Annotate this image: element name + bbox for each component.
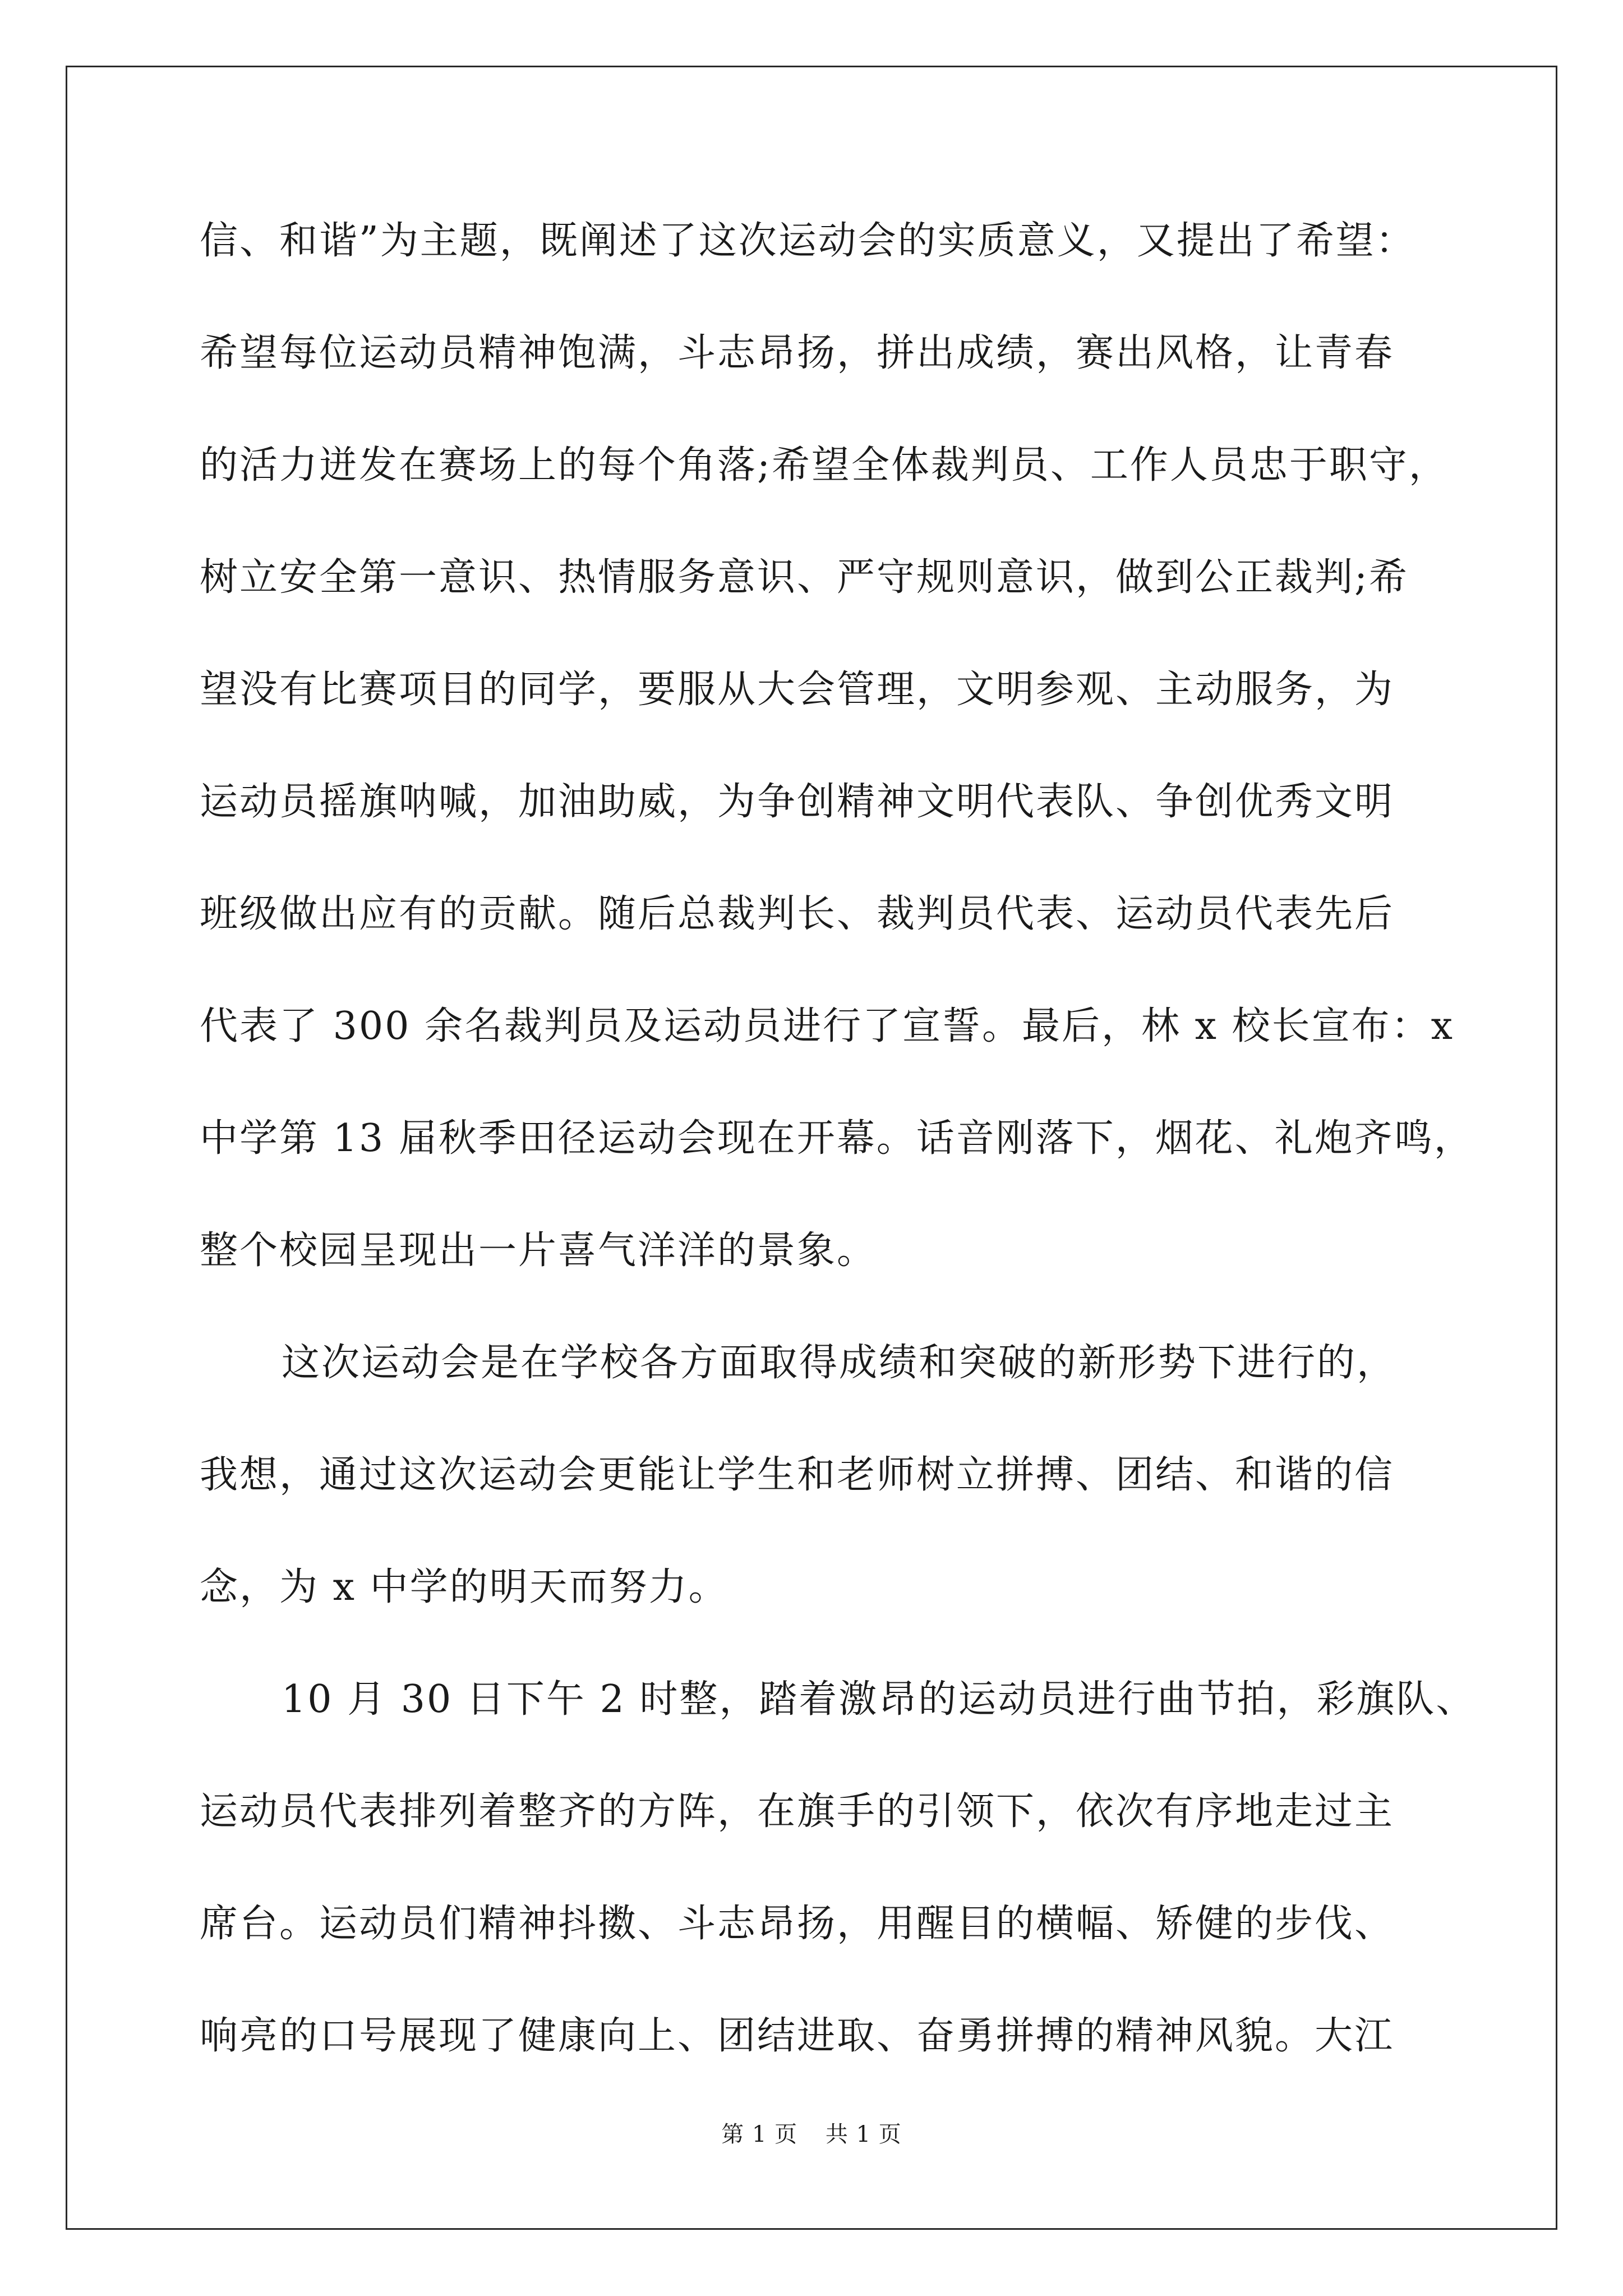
text-line: 我想，通过这次运动会更能让学生和老师树立拼搏、团结、和谐的信	[200, 1453, 1395, 1497]
paragraph-start-line: 10 月 30 日下午 2 时整，踏着激昂的运动员进行曲节拍，彩旗队、	[282, 1677, 1476, 1722]
page-total: 共 1 页	[825, 2122, 902, 2147]
text-line: 运动员摇旗呐喊，加油助威，为争创精神文明代表队、争创优秀文明	[200, 780, 1395, 824]
text-line: 树立安全第一意识、热情服务意识、严守规则意识，做到公正裁判;希	[200, 555, 1409, 600]
text-line: 的活力迸发在赛场上的每个角落;希望全体裁判员、工作人员忠于职守，	[200, 443, 1449, 487]
text-line: 望没有比赛项目的同学，要服从大会管理，文明参观、主动服务，为	[200, 668, 1395, 712]
paragraph-start-line: 这次运动会是在学校各方面取得成绩和突破的新形势下进行的，	[282, 1341, 1397, 1385]
text-line: 班级做出应有的贡献。随后总裁判长、裁判员代表、运动员代表先后	[200, 892, 1395, 936]
text-line: 中学第 13 届秋季田径运动会现在开幕。话音刚落下，烟花、礼炮齐鸣，	[200, 1116, 1474, 1161]
text-line: 运动员代表排列着整齐的方阵，在旗手的引领下，依次有序地走过主	[200, 1789, 1395, 1834]
text-line: 整个校园呈现出一片喜气洋洋的景象。	[200, 1228, 877, 1273]
text-line: 念，为 x 中学的明天而努力。	[200, 1565, 728, 1609]
text-line: 代表了 300 余名裁判员及运动员进行了宣誓。最后，林 x 校长宣布：x	[200, 1004, 1454, 1048]
text-line: 希望每位运动员精神饱满，斗志昂扬，拼出成绩，赛出风格，让青春	[200, 331, 1395, 375]
page-footer	[0, 2118, 1623, 2151]
text-line: 席台。运动员们精神抖擞、斗志昂扬，用醒目的横幅、矫健的步伐、	[200, 1902, 1395, 1946]
text-line: 响亮的口号展现了健康向上、团结进取、奋勇拼搏的精神风貌。大江	[200, 2014, 1395, 2058]
text-line: 信、和谐”为主题，既阐述了这次运动会的实质意义，又提出了希望：	[200, 219, 1415, 263]
page-number: 第 1 页	[721, 2122, 798, 2147]
